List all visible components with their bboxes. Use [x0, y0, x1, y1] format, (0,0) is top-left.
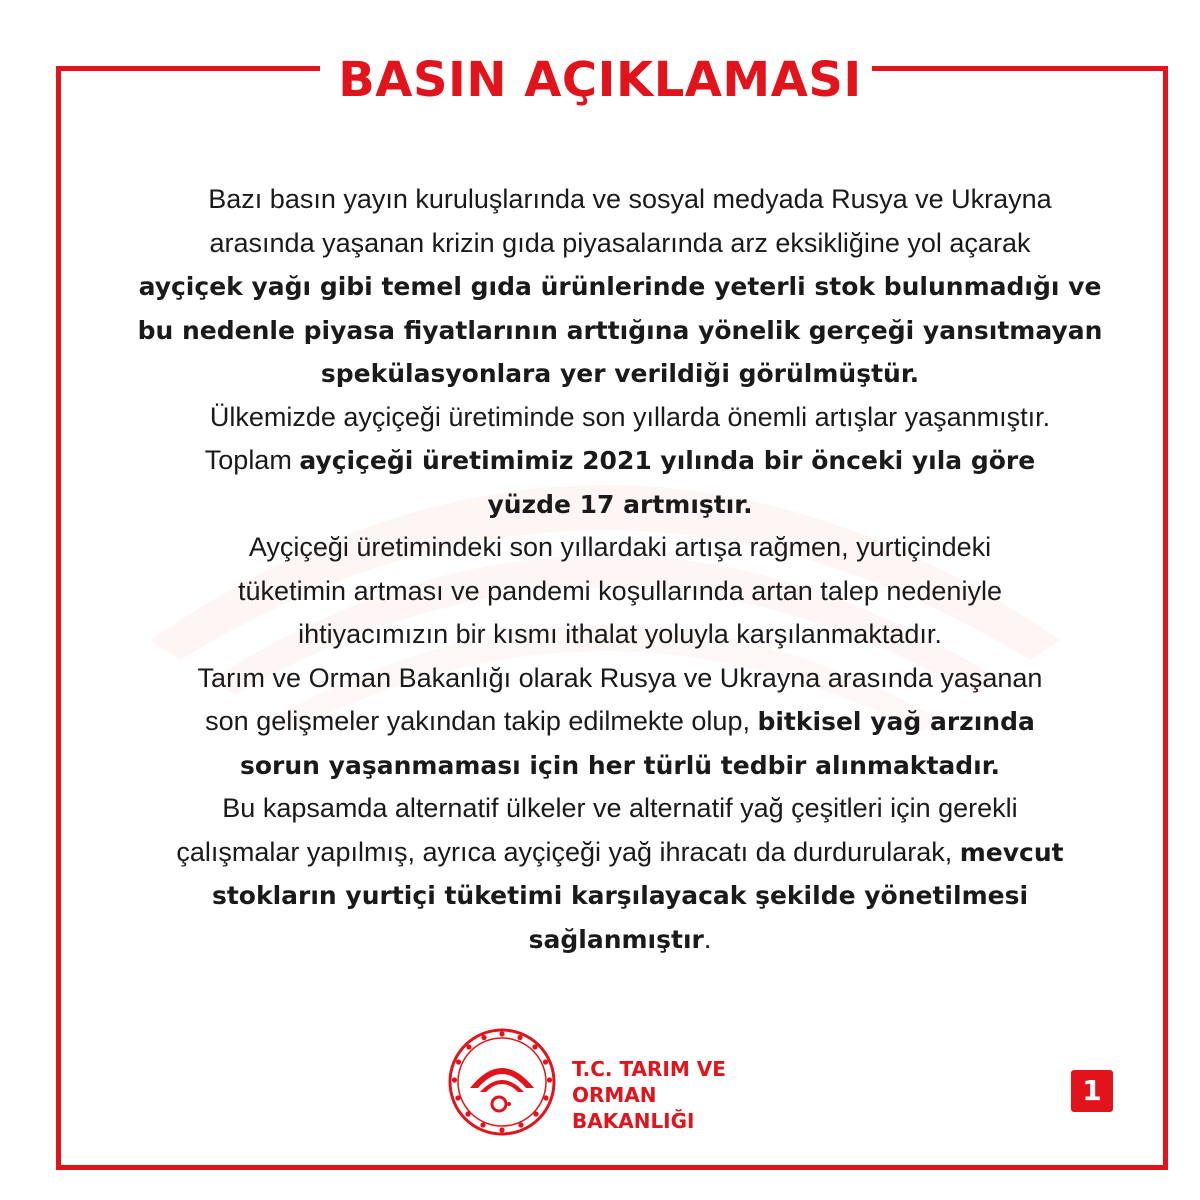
ministry-name-line-2: ORMAN BAKANLIĞI — [572, 1083, 695, 1133]
paragraph-3-line-1: Ayçiçeği üretimindeki son yıllardaki artışa rağmen, yurtiçindeki — [248, 532, 992, 562]
paragraph-1-line-4: bu nedenle piyasa fiyatlarının arttığına yönelik gerçeği yansıtmayan — [137, 315, 1103, 345]
press-release-body — [120, 178, 1120, 961]
ministry-seal-icon — [446, 1026, 558, 1138]
frame-top-right — [872, 66, 1168, 71]
page-number-badge: 1 — [1071, 1070, 1113, 1112]
paragraph-1-line-2: arasında yaşanan krizin gıda piyasalarında arz eksikliğine yol açarak — [209, 227, 1031, 258]
paragraph-3-line-3: ihtiyacımızın bir kısmı ithalat yoluyla karşılanmaktadır. — [298, 619, 942, 649]
paragraph-2-line-1: Ülkemizde ayçiçeği üretiminde son yıllarda önemli artışlar yaşanmıştır. — [209, 401, 1051, 432]
paragraph-5-line-4: sağlanmıştır. — [528, 923, 712, 954]
paragraph-1-line-1: Bazı basın yayın kuruluşlarında ve sosyal medyada Rusya ve Ukrayna — [208, 184, 1052, 214]
frame-right — [1163, 66, 1168, 1170]
paragraph-4-line-3: sorun yaşanmaması için her türlü tedbir alınmaktadır. — [240, 750, 1000, 780]
frame-bottom — [56, 1165, 1168, 1170]
paragraph-3-line-2: tüketimin artması ve pandemi koşullarında artan talep nedeniyle — [238, 575, 1002, 606]
paragraph-2-line-3: yüzde 17 artmıştır. — [487, 489, 753, 519]
paragraph-1-line-5: spekülasyonlara yer verildiği görülmüştür. — [320, 359, 920, 388]
paragraph-4-line-2: son gelişmeler yakından takip edilmekte olup, bitkisel yağ arzında — [205, 706, 1035, 736]
paragraph-4-line-1: Tarım ve Orman Bakanlığı olarak Rusya ve Ukrayna arasında yaşanan — [197, 662, 1043, 693]
frame-top-left — [56, 66, 320, 71]
frame-left — [56, 66, 61, 1170]
ministry-name-line-1: T.C. TARIM VE — [572, 1057, 726, 1081]
paragraph-5-line-1: Bu kapsamda alternatif ülkeler ve alternatif yağ çeşitleri için gerekli — [222, 793, 1018, 823]
paragraph-1-line-3: ayçiçek yağı gibi temel gıda ürünlerinde yeterli stok bulunmadığı ve — [138, 272, 1102, 301]
ministry-logo — [446, 1022, 776, 1142]
ministry-name — [572, 1056, 776, 1134]
page-title: BASIN AÇIKLAMASI — [338, 52, 862, 108]
paragraph-2-line-2: Toplam ayçiçeği üretimimiz 2021 yılında bir önceki yıla göre — [204, 445, 1036, 475]
paragraph-5-line-3: stokların yurtiçi tüketimi karşılayacak şekilde yönetilmesi — [211, 881, 1029, 910]
paragraph-5-line-2: çalışmalar yapılmış, ayrıca ayçiçeği yağ ihracatı da durdurularak, mevcut — [176, 836, 1064, 867]
